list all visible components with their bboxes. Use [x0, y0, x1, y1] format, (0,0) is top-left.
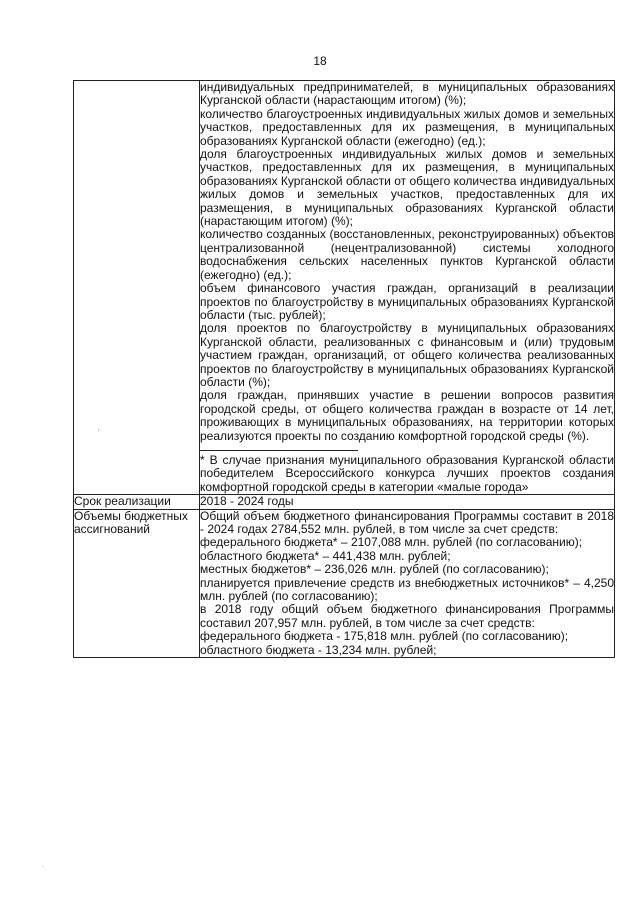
term-label: Срок реализации	[74, 495, 200, 509]
footnote-divider	[200, 450, 358, 451]
indicator-item: количество созданных (восстановленных, реконструированных) объектов централизованной (нецентрализованной) системы холодного водоснабжения сельских населенных пунктов Курганской области (ежегодно) (ед.);	[200, 227, 614, 282]
indicators-label-cell	[74, 81, 200, 495]
indicator-item: доля проектов по благоустройству в муниципальных образованиях Курганской области, реализованных с финансовым и (или) трудовым участием граждан, организаций, от общего количества реализованных проектов по благоустройству в муниципальных образованиях Курганской области (%);	[200, 321, 614, 389]
footnote: * В случае признания муниципального образования Курганской области победителем Всероссийского конкурса лучших проектов создания комфортной городской среды в категории «малые города»	[200, 452, 614, 494]
indicator-item: объем финансового участия граждан, организаций в реализации проектов по благоустройству в муниципальных образованиях Курганской области (тыс. рублей);	[200, 281, 614, 322]
scan-speck: '	[98, 428, 100, 437]
page-number: 18	[313, 54, 327, 68]
budget-line: областного бюджета - 13,234 млн. рублей;	[200, 642, 437, 657]
indicator-item: индивидуальных предпринимателей, в муниципальных образованиях Курганской области (нарастающим итогом) (%);	[200, 80, 614, 108]
budget-line: федерального бюджета* – 2107,088 млн. рублей (по согласованию);	[200, 535, 583, 550]
budget-line: федерального бюджета - 175,818 млн. рублей (по согласованию);	[200, 629, 569, 644]
budget-label: Объемы бюджетных ассигнований	[74, 509, 200, 657]
scan-speck: .	[42, 860, 45, 869]
budget-line: в 2018 году общий объем бюджетного финансирования Программы составил 207,957 млн. рублей, в том числе за счет средств:	[200, 602, 614, 630]
term-row	[74, 495, 615, 509]
indicator-item: доля благоустроенных индивидуальных жилых домов и земельных участков, предоставленных для их размещения, в муниципальных образованиях Курганской области от общего количества индивидуальных жилых домов и земельных участков, предоставленных для их размещения, в муниципальных образованиях Курганской области (нарастающим итогом) (%);	[200, 147, 614, 229]
program-passport-table	[73, 80, 615, 658]
term-value: 2018 - 2024 годы	[200, 495, 615, 509]
indicator-item: количество благоустроенных индивидуальных жилых домов и земельных участков, предоставленных для их размещения, в муниципальных образованиях Курганской области (ежегодно) (ед.);	[200, 106, 614, 148]
budget-line: Общий объем бюджетного финансирования Программы составит в 2018 - 2024 годах 2784,552 млн. рублей, в том числе за счет средств:	[200, 508, 614, 536]
budget-line: местных бюджетов* – 236,026 млн. рублей (по согласованию);	[200, 562, 549, 577]
indicator-item: доля граждан, принявших участие в решении вопросов развития городской среды, от общего количества граждан в возрасте от 14 лет, проживающих в муниципальных образованиях, на территории которых реализуются проекты по созданию комфортной городской среды (%).	[200, 388, 614, 443]
budget-line: областного бюджета* – 441,438 млн. рублей;	[200, 548, 451, 563]
indicators-row	[74, 81, 615, 495]
budget-row	[74, 509, 615, 657]
budget-cell	[200, 509, 615, 657]
budget-line: планируется привлечение средств из внебюджетных источников* – 4,250 млн. рублей (по согласованию);	[200, 575, 614, 604]
indicators-cell	[200, 81, 615, 495]
